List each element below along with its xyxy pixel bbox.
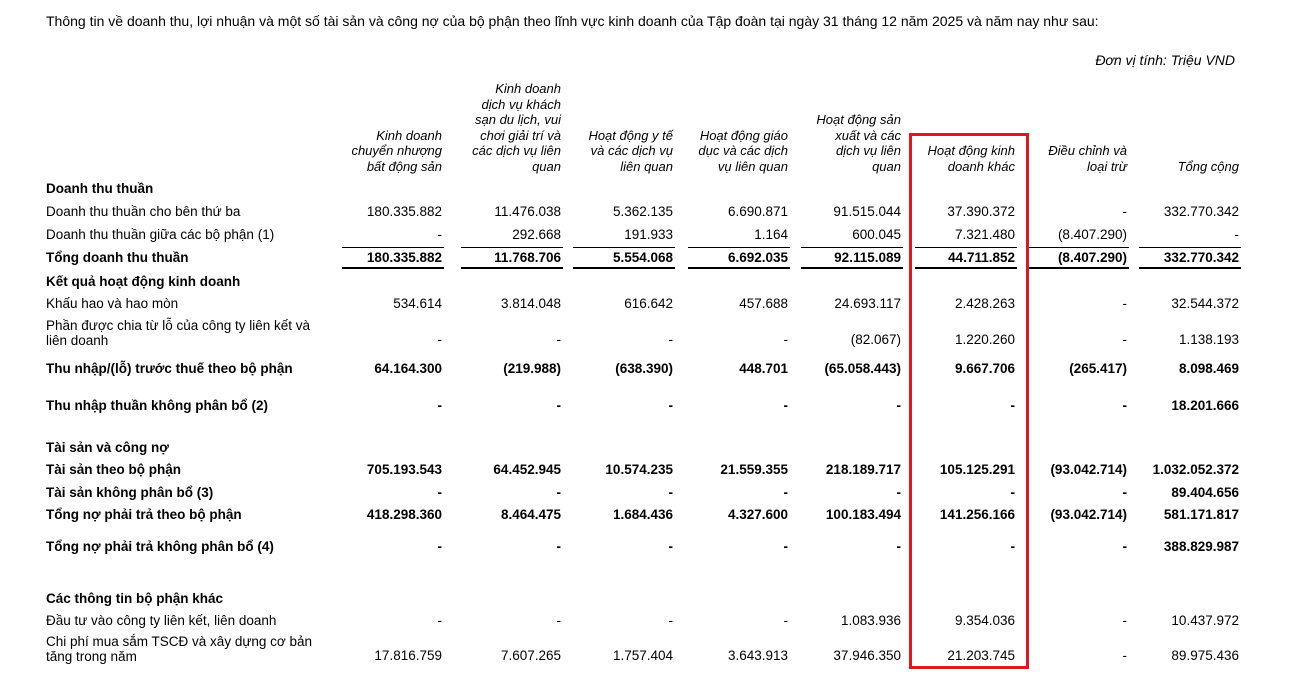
cell-value: 21.559.355 [720,462,788,477]
cell-value: - [556,398,561,413]
cell-value: (93.042.714) [1050,507,1127,522]
cell-value: 37.390.372 [947,204,1015,219]
cell-value: - [437,613,442,628]
cell-value: 11.768.706 [494,250,561,265]
total-rule-top [1027,247,1129,248]
cell-value: - [1122,332,1127,347]
cell-value: 8.464.475 [500,507,561,522]
table-row [0,634,1293,664]
row-label: Đầu tư vào công ty liên kết, liên doanh [46,613,277,628]
cell-value: - [783,539,788,554]
cell-value: - [556,332,561,347]
cell-value: 37.946.350 [833,648,901,663]
cell-value: - [1122,296,1127,311]
row-label: Khấu hao và hao mòn [46,296,179,311]
total-rule-top [342,247,444,248]
cell-value: 141.256.166 [939,507,1015,522]
total-rule-top [461,247,563,248]
cell-value: 1.757.404 [612,648,673,663]
table-row [0,296,1293,314]
header-line: Hoạt động kinh [927,143,1015,158]
cell-value: - [1010,539,1015,554]
header-dieu-chinh [1015,143,1127,174]
cell-value: - [668,613,673,628]
intro-text: Thông tin về doanh thu, lợi nhuận và một số tài sản và công nợ của bộ phận theo lĩnh vực kinh doanh của Tập đoàn tại ngày 31 tháng 12 năm 2025 và năm nay như sau: [46,13,1099,29]
cell-value: 9.667.706 [954,361,1015,376]
cell-value: (8.407.290) [1057,227,1127,242]
header-line: bất động sản [366,158,442,174]
cell-value: 44.711.852 [948,250,1015,265]
cell-value: 1.220.260 [954,332,1015,347]
header-line: Tổng cộng [1177,158,1239,174]
header-line: chuyển nhượng [351,143,442,158]
cell-value: - [668,398,673,413]
header-line: Hoạt động sản [816,112,901,127]
cell-value: - [437,539,442,554]
cell-value: 64.452.945 [493,462,561,477]
row-label: Tổng nợ phải trả không phân bổ (4) [46,539,274,554]
header-line: Hoạt động y tế [588,127,673,143]
cell-value: (65.058.443) [824,361,901,376]
header-line: dịch vụ khách [481,96,561,112]
cell-value: (82.067) [850,332,901,347]
cell-value: - [668,539,673,554]
cell-value: - [1122,539,1127,554]
header-line: quan [532,158,561,174]
cell-value: 3.814.048 [500,296,561,311]
cell-value: 180.335.882 [366,204,442,219]
cell-value: 180.335.882 [366,250,442,265]
cell-value: 388.829.987 [1163,539,1239,554]
header-giao-duc [676,128,788,175]
total-rule-bottom [573,267,675,269]
row-label: Doanh thu thuần giữa các bộ phận (1) [46,227,275,242]
cell-value: 32.544.372 [1171,296,1239,311]
header-bat-dong-san [330,128,442,175]
cell-value: (219.988) [503,361,561,376]
cell-value: 100.183.494 [825,507,901,522]
header-line: Kinh doanh [495,81,561,96]
row-label: Kết quả hoạt động kinh doanh [46,274,241,289]
cell-value: 92.115.089 [834,250,901,265]
table-row [0,485,1293,503]
section-heading [0,591,1293,609]
row-label: Tổng nợ phải trả theo bộ phận [46,507,242,522]
cell-value: - [437,485,442,500]
table-row [0,398,1293,416]
cell-value: 418.298.360 [366,507,442,522]
header-line: các dịch vụ liên [472,143,561,158]
cell-value: 10.574.235 [605,462,673,477]
row-label: Doanh thu thuần cho bên thứ ba [46,204,241,219]
cell-value: 11.476.038 [494,204,561,219]
cell-value: 89.404.656 [1171,485,1239,500]
cell-value: - [783,485,788,500]
cell-value: - [783,332,788,347]
total-rule-bottom [801,267,903,269]
cell-value: 332.770.342 [1163,250,1239,265]
cell-value: 64.164.300 [374,361,442,376]
cell-value: 1.164 [754,227,788,242]
table-row [0,250,1293,268]
section-heading [0,274,1293,292]
cell-value: 705.193.543 [366,462,442,477]
row-label: Thu nhập thuần không phân bổ (2) [46,398,268,413]
cell-value: 8.098.469 [1178,361,1239,376]
total-rule-top [688,247,790,248]
row-label: Các thông tin bộ phận khác [46,591,224,606]
unit-label: Đơn vị tính: Triệu VND [1095,52,1235,68]
header-tong-cong [1127,159,1239,175]
row-label: Phần được chia từ lỗ của công ty liên kết và liên doanh [46,318,311,348]
header-line: Điều chỉnh và [1048,143,1127,158]
cell-value: 457.688 [739,296,788,311]
cell-value: 292.668 [512,227,561,242]
cell-value: 17.816.759 [374,648,442,663]
cell-value: 6.692.035 [727,250,788,265]
cell-value: 191.933 [624,227,673,242]
cell-value: 5.554.068 [612,250,673,265]
cell-value: 448.701 [739,361,788,376]
cell-value: - [437,227,442,242]
table-row [0,361,1293,379]
header-y-te [561,128,673,175]
row-label: Tổng doanh thu thuần [46,250,189,265]
cell-value: - [1010,398,1015,413]
cell-value: - [1122,204,1127,219]
cell-value: - [668,485,673,500]
cell-value: - [896,485,901,500]
total-rule-bottom [1139,267,1241,269]
cell-value: 616.642 [624,296,673,311]
cell-value: (265.417) [1069,361,1127,376]
header-line: vụ liên quan [717,158,788,174]
cell-value: - [896,398,901,413]
cell-value: - [437,398,442,413]
cell-value: 89.975.436 [1171,648,1239,663]
cell-value: 105.125.291 [939,462,1015,477]
cell-value: 2.428.263 [954,296,1015,311]
cell-value: (638.390) [615,361,673,376]
total-rule-top [1139,247,1241,248]
total-rule-bottom [342,267,444,269]
cell-value: 5.362.135 [612,204,673,219]
row-label: Tài sản và công nợ [46,440,169,455]
header-line: loại trừ [1086,158,1127,174]
cell-value: - [556,613,561,628]
cell-value: 18.201.666 [1171,398,1239,413]
total-rule-bottom [1027,267,1129,269]
table-row [0,613,1293,631]
cell-value: 534.614 [393,296,442,311]
row-label: Thu nhập/(lỗ) trước thuế theo bộ phận [46,361,293,376]
table-row [0,318,1293,348]
header-line: dịch vụ liên [835,143,901,158]
cell-value: - [1122,648,1127,663]
header-khach-san [449,81,561,174]
cell-value: - [556,485,561,500]
cell-value: 1.138.193 [1178,332,1239,347]
header-line: Hoạt động giáo [699,127,788,143]
highlight-box [909,133,1029,669]
table-row [0,227,1293,245]
table-row [0,507,1293,525]
cell-value: - [1122,613,1127,628]
row-label: Doanh thu thuần [46,181,154,196]
cell-value: - [1122,398,1127,413]
header-san-xuat [789,112,901,174]
cell-value: - [668,332,673,347]
total-rule-top [573,247,675,248]
cell-value: 1.032.052.372 [1152,462,1239,477]
header-line: xuất và các [835,127,901,143]
row-label: Tài sản không phân bổ (3) [46,485,214,500]
section-heading [0,440,1293,458]
cell-value: 332.770.342 [1163,204,1239,219]
cell-value: - [896,539,901,554]
cell-value: 6.690.871 [727,204,788,219]
cell-value: 91.515.044 [833,204,901,219]
header-line: Kinh doanh [376,127,442,143]
total-rule-bottom [461,267,563,269]
cell-value: 3.643.913 [727,648,788,663]
header-line: liên quan [620,158,673,174]
total-rule-top [801,247,903,248]
row-label: Tài sản theo bộ phận [46,462,182,477]
cell-value: 7.607.265 [500,648,561,663]
cell-value: (8.407.290) [1057,250,1127,265]
cell-value: 581.171.817 [1163,507,1239,522]
cell-value: - [1010,485,1015,500]
cell-value: 4.327.600 [727,507,788,522]
cell-value: 9.354.036 [954,613,1015,628]
cell-value: 1.684.436 [612,507,673,522]
cell-value: 10.437.972 [1171,613,1239,628]
header-line: chơi giải trí và [480,127,561,143]
cell-value: 1.083.936 [840,613,901,628]
table-row [0,204,1293,222]
table-row [0,462,1293,480]
header-line: quan [872,158,901,174]
cell-value: (93.042.714) [1050,462,1127,477]
cell-value: - [437,332,442,347]
header-line: và các dịch vụ [590,143,673,158]
cell-value: - [783,613,788,628]
cell-value: - [1122,485,1127,500]
cell-value: 600.045 [852,227,901,242]
cell-value: - [556,539,561,554]
cell-value: - [783,398,788,413]
cell-value: 7.321.480 [954,227,1015,242]
section-heading [0,181,1293,199]
cell-value: 218.189.717 [825,462,901,477]
total-rule-bottom [688,267,790,269]
cell-value: 21.203.745 [947,648,1015,663]
header-line: sạn du lịch, vui [475,112,561,127]
cell-value: 24.693.117 [834,296,901,311]
cell-value: - [1234,227,1239,242]
table-row [0,539,1293,557]
header-line: doanh khác [947,158,1015,174]
row-label: Chi phí mua sắm TSCĐ và xây dựng cơ bản tăng trong năm [46,634,313,664]
header-line: dục và các dịch [698,143,788,158]
